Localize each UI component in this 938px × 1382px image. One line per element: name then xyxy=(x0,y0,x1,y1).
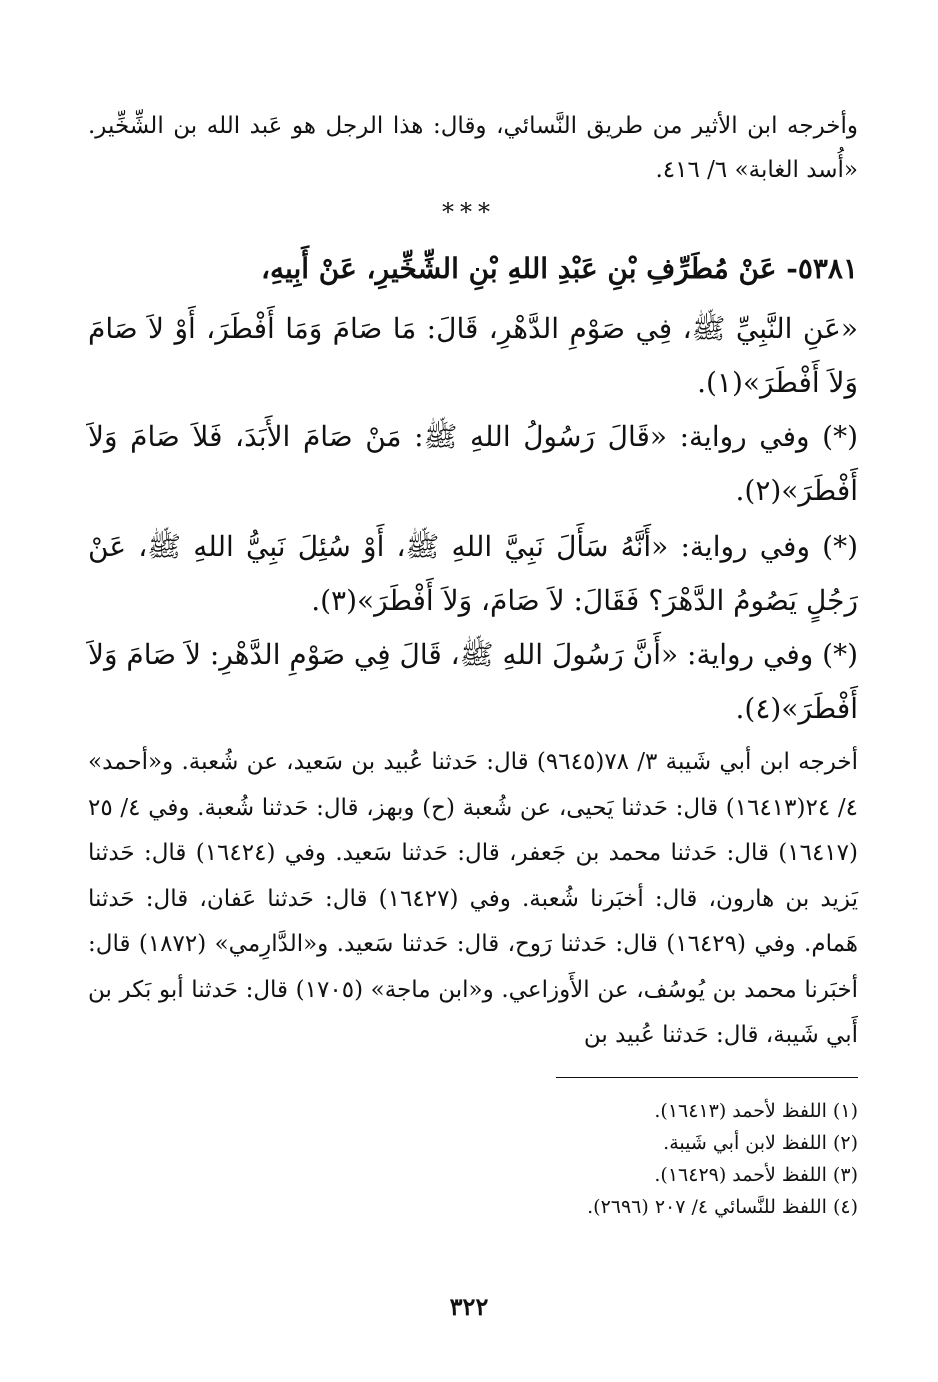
riwaya-paragraph: (*) وفي رواية: «قَالَ رَسُولُ اللهِ ﷺ: مَنْ صَامَ الأَبَدَ، فَلاَ صَامَ وَلاَ أَفْطَرَ»(٢). xyxy=(88,420,858,507)
footnote: (١) اللفظ لأحمد (١٦٤١٣). xyxy=(654,1100,858,1122)
takhrij-paragraph: أخرجه ابن أبي شَيبة ٣/ ٧٨(٩٦٤٥) قال: حَدثنا عُبيد بن سَعيد، عن شُعبة. و«أحمد» ٤/ ٢٤(١٦٤١٣) قال: حَدثنا يَحيى، عن شُعبة (ح) وبهز، قال: حَدثنا شُعبة. وفي ٤/ ٢٥ (١٦٤١٧) قال: حَدثنا محمد بن جَعفر، قال: حَدثنا سَعيد. وفي (١٦٤٢٤) قال: حَدثنا يَزيد بن هارون، قال: أخبَرنا شُعبة. وفي (١٦٤٢٧) قال: حَدثنا عَفان، قال: حَدثنا هَمام. وفي (١٦٤٢٩) قال: حَدثنا رَوح، قال: حَدثنا سَعيد. و«الدَّارِمي» (١٨٧٢) قال: أخبَرنا محمد بن يُوسُف، عن الأَوزاعي. و«ابن ماجة» (١٧٠٥) قال: حَدثنا أبو بَكر بن أَبي شَيبة، قال: حَدثنا عُبيد بن xyxy=(88,749,859,1048)
hadith-text: «عَنِ النَّبِيِّ ﷺ، فِي صَوْمِ الدَّهْرِ، قَالَ: مَا صَامَ وَمَا أَفْطَرَ، أَوْ لاَ صَامَ وَلاَ أَفْطَرَ»(١). xyxy=(88,312,858,399)
footnote: (٤) اللفظ للنَّسائي ٤/ ٢٠٧ (٢٦٩٦). xyxy=(587,1196,858,1218)
footnotes xyxy=(88,1096,858,1224)
footnote-divider xyxy=(556,1077,858,1078)
hadith-heading: ٥٣٨١- عَنْ مُطَرِّفِ بْنِ عَبْدِ اللهِ بْنِ الشِّخِّيرِ، عَنْ أَبِيهِ، xyxy=(260,252,858,285)
riwaya-paragraph: (*) وفي رواية: «أَنَّهُ سَأَلَ نَبِيَّ اللهِ ﷺ، أَوْ سُئِلَ نَبِيُّ اللهِ ﷺ، عَنْ رَجُلٍ يَصُومُ الدَّهْرَ؟ فَقَالَ: لاَ صَامَ، وَلاَ أَفْطَرَ»(٣). xyxy=(88,530,858,617)
footnote: (٢) اللفظ لابن أبي شَيبة. xyxy=(663,1132,858,1154)
footnote: (٣) اللفظ لأحمد (١٦٤٢٩). xyxy=(654,1164,858,1186)
riwaya-paragraph: (*) وفي رواية: «أَنَّ رَسُولَ اللهِ ﷺ، قَالَ فِي صَوْمِ الدَّهْرِ: لاَ صَامَ وَلاَ أَفْطَرَ»(٤). xyxy=(88,638,859,725)
section-separator: *** xyxy=(442,198,496,226)
intro-paragraph: وأخرجه ابن الأثير من طريق النَّسائي، وقال: هذا الرجل هو عَبد الله بن الشِّخِّير. «أُسد الغابة» ٦/ ٤١٦. xyxy=(88,113,858,183)
page-number: ٣٢٢ xyxy=(449,1292,489,1321)
